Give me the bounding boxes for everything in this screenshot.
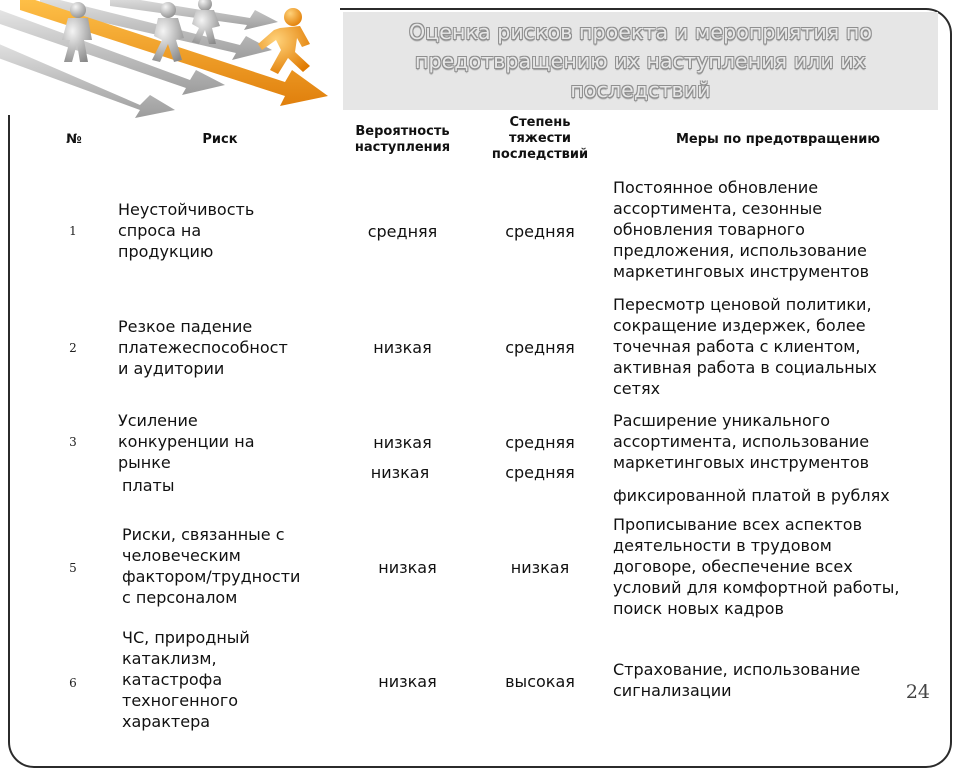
- row-6-risk-line-5: характера: [122, 712, 211, 731]
- row-6-measures: [613, 659, 943, 701]
- row-6-risk-clip: [122, 627, 342, 731]
- header-severity-line-1: Степень: [509, 115, 571, 130]
- slide-title: [343, 12, 938, 110]
- row-5-measures-line-3: договоре, обеспечение всех: [613, 557, 853, 576]
- row-2-risk-line-1: Резкое падение: [118, 317, 253, 336]
- header-number: №: [66, 132, 82, 147]
- row-1-risk: [118, 199, 338, 262]
- row-1-measures-line-1: Постоянное обновление: [613, 178, 819, 197]
- row-5-risk: [122, 524, 342, 608]
- row-4-probability: низкая: [370, 463, 430, 482]
- row-2-probability: низкая: [373, 338, 432, 357]
- row-6-risk: [122, 627, 342, 732]
- row-3-risk-line-2: конкуренции на: [118, 432, 255, 451]
- row-1-risk-line-2: спроса на: [118, 221, 202, 240]
- row-2-risk: [118, 316, 338, 379]
- row-5-probability: низкая: [378, 558, 437, 577]
- row-4-risk-tail: платы: [122, 476, 175, 495]
- row-5-measures: [613, 514, 943, 619]
- row-1-measures-line-2: ассортимента, сезонные: [613, 199, 823, 218]
- row-3-measures: [613, 410, 943, 473]
- row-5-measures-line-2: деятельности в трудовом: [613, 536, 832, 555]
- row-1-number: 1: [69, 224, 77, 238]
- row-6-risk-line-4: техногенного: [122, 691, 239, 710]
- header-severity-line-2: тяжести: [509, 131, 571, 146]
- row-1-probability: средняя: [367, 222, 438, 241]
- row-2-measures: [613, 294, 943, 399]
- row-4-severity-clip: [470, 463, 610, 483]
- header-probability: [340, 124, 465, 156]
- row-5-number: 5: [69, 561, 77, 575]
- title-line-3: последствий: [570, 77, 711, 102]
- row-2-measures-line-1: Пересмотр ценовой политики,: [613, 295, 872, 314]
- row-1-risk-line-1: Неустойчивость: [118, 200, 255, 219]
- row-2-measures-line-2: сокращение издержек, более: [613, 316, 866, 335]
- header-measures: Меры по предотвращению: [675, 132, 881, 147]
- row-6-risk-line-3: катастрофа: [122, 670, 223, 689]
- row-6-risk-line-2: катаклизм,: [122, 649, 217, 668]
- row-5-risk-line-3: фактором/трудности: [122, 567, 301, 586]
- row-3-severity: средняя: [505, 433, 575, 452]
- row-4-measures-tail: фиксированной платой в рублях: [613, 486, 890, 505]
- row-4-probability-clip: [330, 463, 470, 483]
- title-line-2: предотвращению их наступления или их: [414, 48, 867, 73]
- row-3-measures-line-1: Расширение уникального: [613, 411, 830, 430]
- row-5-measures-line-1: Прописывание всех аспектов: [613, 515, 863, 534]
- row-6-measures-line-2: сигнализации: [613, 681, 732, 700]
- header-probability-line-1: Вероятность: [355, 124, 450, 139]
- row-3-measures-line-2: ассортимента, использование: [613, 432, 870, 451]
- row-2-measures-line-4: активная работа в социальных: [613, 358, 877, 377]
- header-probability-line-2: наступления: [354, 140, 451, 155]
- row-2-severity: средняя: [505, 338, 575, 357]
- row-3-number: 3: [69, 435, 77, 449]
- row-3-measures-line-3: маркетинговых инструментов: [613, 453, 870, 472]
- row-5-measures-line-4: условий для комфортной работы,: [613, 578, 900, 597]
- racing-figures-illustration: [0, 0, 340, 115]
- page-number: 24: [905, 681, 930, 703]
- row-3-risk: [118, 410, 338, 473]
- row-5-measures-line-5: поиск новых кадров: [613, 599, 784, 618]
- row-5-risk-line-1: Риски, связанные с: [122, 525, 285, 544]
- row-2-number: 2: [69, 341, 77, 355]
- header-severity-line-3: последствий: [491, 147, 589, 162]
- row-4-severity: средняя: [505, 463, 575, 482]
- row-6-probability: низкая: [378, 672, 437, 691]
- row-1-measures-line-3: обновления товарного: [613, 220, 805, 239]
- row-1-risk-line-3: продукцию: [118, 242, 214, 261]
- row-2-risk-line-2: платежеспособност: [118, 338, 288, 357]
- row-3-probability: низкая: [373, 433, 432, 452]
- row-1-measures-line-4: предложения, использование: [613, 241, 867, 260]
- row-5-severity: низкая: [510, 558, 570, 577]
- row-6-severity: высокая: [505, 672, 575, 691]
- row-3-risk-line-3: рынке: [118, 453, 171, 472]
- row-6-risk-line-1: ЧС, природный: [122, 628, 250, 647]
- row-2-measures-line-3: точечная работа с клиентом,: [613, 337, 861, 356]
- row-3-risk-line-1: Усиление: [118, 411, 198, 430]
- row-2-measures-line-5: сетях: [613, 379, 661, 398]
- row-5-risk-line-4: с персоналом: [122, 588, 238, 607]
- row-1-measures-line-5: маркетинговых инструментов: [613, 262, 870, 281]
- row-1-severity: средняя: [505, 222, 575, 241]
- header-severity: [470, 115, 610, 163]
- title-line-1: Оценка рисков проекта и мероприятия по: [408, 19, 873, 44]
- row-1-measures: [613, 177, 943, 282]
- row-5-risk-line-2: человеческим: [122, 546, 241, 565]
- row-6-measures-line-1: Страхование, использование: [613, 660, 861, 679]
- header-risk: Риск: [202, 132, 238, 147]
- row-2-risk-line-3: и аудитории: [118, 359, 225, 378]
- row-6-number: 6: [69, 676, 77, 690]
